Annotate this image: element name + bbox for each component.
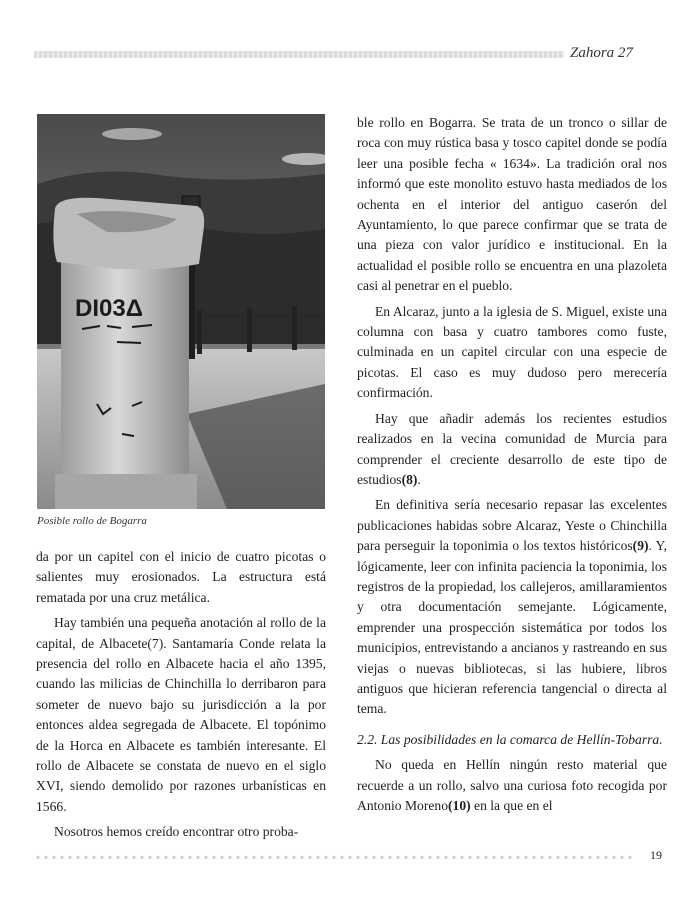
paragraph: En Alcaraz, junto a la iglesia de S. Miguel, existe una columna con basa y cuatro tambores como fuste, culminada en un capitel circular con una especie de picotas. El caso es muy dudoso pero merecería confirmación. — [357, 303, 667, 401]
footer-rule — [34, 855, 634, 860]
photo-illustration — [37, 114, 325, 509]
header-rule — [34, 51, 564, 58]
paragraph: ble rollo en Bogarra. Se trata de un tronco o sillar de roca con muy rústica basa y tosco capitel donde se podía leer una posible fecha « 1634». La tradición oral nos informó que este monolito estuvo hasta mediados de los ochenta en el interior del antiguo caserón del Ayuntamiento, lo que parece confirmar que se trata de una pieza con valor jurídico e institucional. En la actualidad el posible rollo se encuentra en una plazoleta casi al penetrar en el pueblo. — [357, 115, 667, 294]
left-column — [36, 547, 326, 848]
footnote-ref: (8) — [401, 471, 418, 487]
right-column — [357, 113, 667, 821]
paragraph: Nosotros hemos creído encontrar otro proba- — [54, 824, 299, 840]
stone-inscription: DI03Δ — [75, 295, 143, 322]
running-head: Zahora 27 — [570, 45, 633, 61]
page-number: 19 — [650, 848, 662, 862]
footnote-ref: (9) — [632, 538, 649, 554]
paragraph: Hay también una pequeña anotación al rollo de la capital, de Albacete(7). Santamaría Conde relata la presencia del rollo en Albacete hacia el año 1395, cuando las milicias de Chinchilla lo derribaron para someter de nuevo bajo su jurisdicción a la por entonces aldea segregada de Albacete. El topónimo de la Horca en Albacete es también interesante. El rollo de Albacete se constata de nuevo en el siglo XVI, siendo demolido por razones urbanísticas en 1566. — [36, 615, 326, 814]
paragraph: En definitiva sería necesario repasar las excelentes publicaciones habidas sobre Alcaraz, Yeste o Chinchilla para perseguir la toponimia o los textos históricos(9). Y, lógicamente, leer con infinita paciencia la toponimia, los registros de la propiedad, los callejeros, amillaramientos y otra documentación semejante. Lógicamente, emprender una prospección sistemática por todos los municipios, entrevistando a ancianos y rastreando en sus viejas o nuevas bibliotecas, si las hubiere, libros antiguos que hicieran referencia tangencial o directa al tema. — [357, 497, 667, 717]
photo-rollo-bogarra — [37, 114, 325, 509]
paragraph: Hay que añadir además los recientes estudios realizados en la vecina comunidad de Murcia para comprender el creciente desarrollo de este tipo de estudios(8). — [357, 410, 667, 487]
photo-caption: Posible rollo de Bogarra — [37, 515, 147, 527]
footnote-ref: (10) — [448, 798, 471, 813]
paragraph: da por un capitel con el inicio de cuatro picotas o salientes muy erosionados. La estructura está rematada por una cruz metálica. — [36, 549, 326, 605]
paragraph: No queda en Hellín ningún resto material que recuerde a un rollo, salvo una curiosa foto recogida por Antonio Moreno(10) en la que en el — [357, 757, 667, 813]
section-heading: 2.2. Las posibilidades en la comarca de Hellín-Tobarra. — [357, 731, 663, 747]
